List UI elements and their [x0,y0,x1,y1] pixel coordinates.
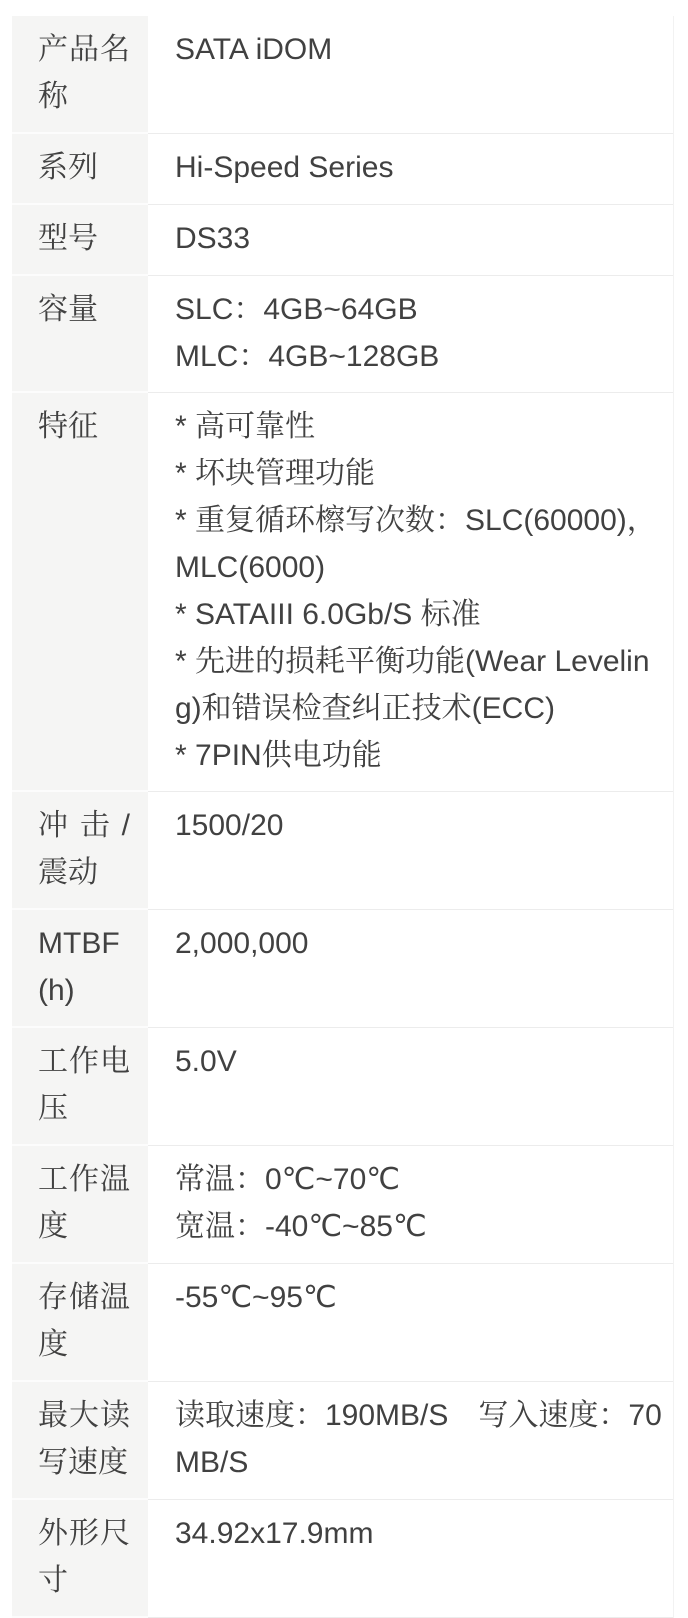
spec-value-max-read-write-speed [148,1382,673,1500]
spec-label-dimensions: 外形尺寸 [12,1500,148,1618]
spec-value-features [148,393,673,792]
spec-value-operating-voltage [148,1028,673,1146]
spec-label-mtbf: MTBF (h) [12,910,148,1028]
spec-value-model [148,205,673,276]
spec-value-line: * SATAIII 6.0Gb/S 标准 [175,598,481,631]
spec-value-capacity [148,276,673,393]
table-row [12,16,673,134]
spec-value-line: MLC：4GB~128GB [175,340,440,373]
spec-value-line: 34.92x17.9mm [175,1517,374,1550]
table-row [12,910,673,1028]
table-row [12,205,673,276]
table-row [12,276,673,393]
table-row [12,134,673,205]
spec-label-max-read-write-speed: 最大读写速度 [12,1382,148,1500]
spec-value-line: 宽温：-40℃~85℃ [175,1210,427,1243]
table-row [12,1028,673,1146]
spec-label-storage-temperature: 存储温度 [12,1264,148,1382]
spec-value-operating-temperature [148,1146,673,1264]
spec-label-series: 系列 [12,134,148,205]
spec-label-shock-vibration: 冲击/震动 [12,792,148,910]
product-spec-table [12,16,674,1618]
spec-value-series [148,134,673,205]
spec-label-model: 型号 [12,205,148,276]
spec-value-line: SATA iDOM [175,33,333,66]
spec-value-line: 5.0V [175,1045,237,1078]
spec-value-storage-temperature [148,1264,673,1382]
table-row [12,792,673,910]
spec-label-operating-temperature: 工作温度 [12,1146,148,1264]
spec-value-dimensions [148,1500,673,1618]
spec-value-line: SLC：4GB~64GB [175,293,418,326]
spec-value-product-name [148,16,673,134]
spec-value-line: 2,000,000 [175,927,309,960]
spec-value-line: * 高可靠性 [175,410,316,443]
spec-value-line: 常温：0℃~70℃ [175,1163,400,1196]
spec-value-line: * 先进的损耗平衡功能(Wear Leveling)和错误检查纠正技术(ECC) [175,645,650,725]
spec-label-capacity: 容量 [12,276,148,393]
spec-value-line: DS33 [175,222,251,255]
spec-value-line: 1500/20 [175,809,284,842]
table-row [12,1264,673,1382]
spec-value-line: 读取速度：190MB/S 写入速度：70MB/S [175,1399,662,1479]
spec-value-mtbf [148,910,673,1028]
spec-value-line: * 7PIN供电功能 [175,739,382,772]
table-row [12,393,673,792]
spec-value-line: * 重复循环檫写次数：SLC(60000)，MLC(6000) [175,504,657,584]
spec-label-operating-voltage: 工作电压 [12,1028,148,1146]
spec-value-shock-vibration [148,792,673,910]
spec-value-line: -55℃~95℃ [175,1281,337,1314]
spec-value-line: * 坏块管理功能 [175,457,376,490]
spec-label-features: 特征 [12,393,148,792]
spec-label-product-name: 产品名称 [12,16,148,134]
spec-value-line: Hi-Speed Series [175,151,394,184]
table-row [12,1500,673,1618]
table-row [12,1146,673,1264]
table-row [12,1382,673,1500]
